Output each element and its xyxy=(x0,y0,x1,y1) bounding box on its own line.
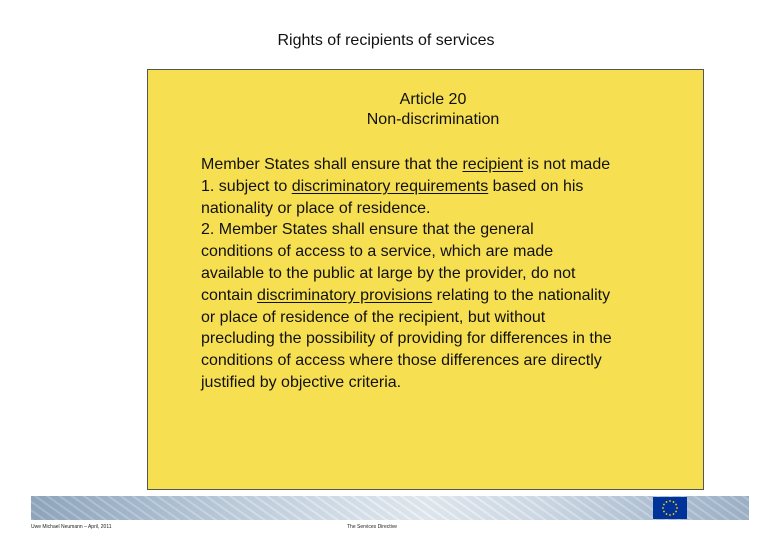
underlined-term: discriminatory provisions xyxy=(257,286,433,304)
flag-star xyxy=(669,514,671,516)
flag-star xyxy=(662,507,664,509)
article-title: Non-discrimination xyxy=(366,111,500,128)
article-number: Article 20 xyxy=(399,91,467,108)
flag-star xyxy=(666,513,668,515)
article-line: contain discriminatory provisions relating to the nationality xyxy=(201,286,611,304)
flag-star xyxy=(666,501,668,503)
flag-star xyxy=(673,501,675,503)
underlined-term: discriminatory requirements xyxy=(291,177,489,195)
article-line: 1. subject to discriminatory requirements based on his xyxy=(201,177,584,195)
eu-flag-icon xyxy=(653,497,687,519)
article-line: justified by objective criteria. xyxy=(201,373,402,391)
flag-star xyxy=(673,513,675,515)
article-box xyxy=(147,69,704,490)
article-line: or place of residence of the recipient, but without xyxy=(201,308,546,326)
footer-author: Uwe Michael Neumann – April, 2011 xyxy=(31,524,112,530)
article-line: available to the public at large by the provider, do not xyxy=(201,264,576,282)
underlined-term: recipient xyxy=(462,156,523,173)
slide-title: Rights of recipients of services xyxy=(277,32,495,49)
article-line: 2. Member States shall ensure that the general xyxy=(201,221,534,239)
article-body xyxy=(201,154,701,394)
article-line: nationality or place of residence. xyxy=(201,199,431,217)
flag-star xyxy=(663,504,665,506)
flag-star xyxy=(676,507,678,509)
footer-topic: The Services Directive xyxy=(347,524,398,530)
article-line: conditions of access to a service, which are made xyxy=(201,243,554,261)
flag-star xyxy=(663,511,665,513)
article-line: precluding the possibility of providing for differences in the xyxy=(201,330,612,348)
footer-band xyxy=(31,496,749,520)
article-heading xyxy=(148,90,718,130)
flag-star xyxy=(675,511,677,513)
article-line: Member States shall ensure that the recipient is not made xyxy=(201,156,611,173)
article-line: conditions of access where those differences are directly xyxy=(201,352,602,370)
flag-star xyxy=(669,500,671,502)
flag-star xyxy=(675,504,677,506)
